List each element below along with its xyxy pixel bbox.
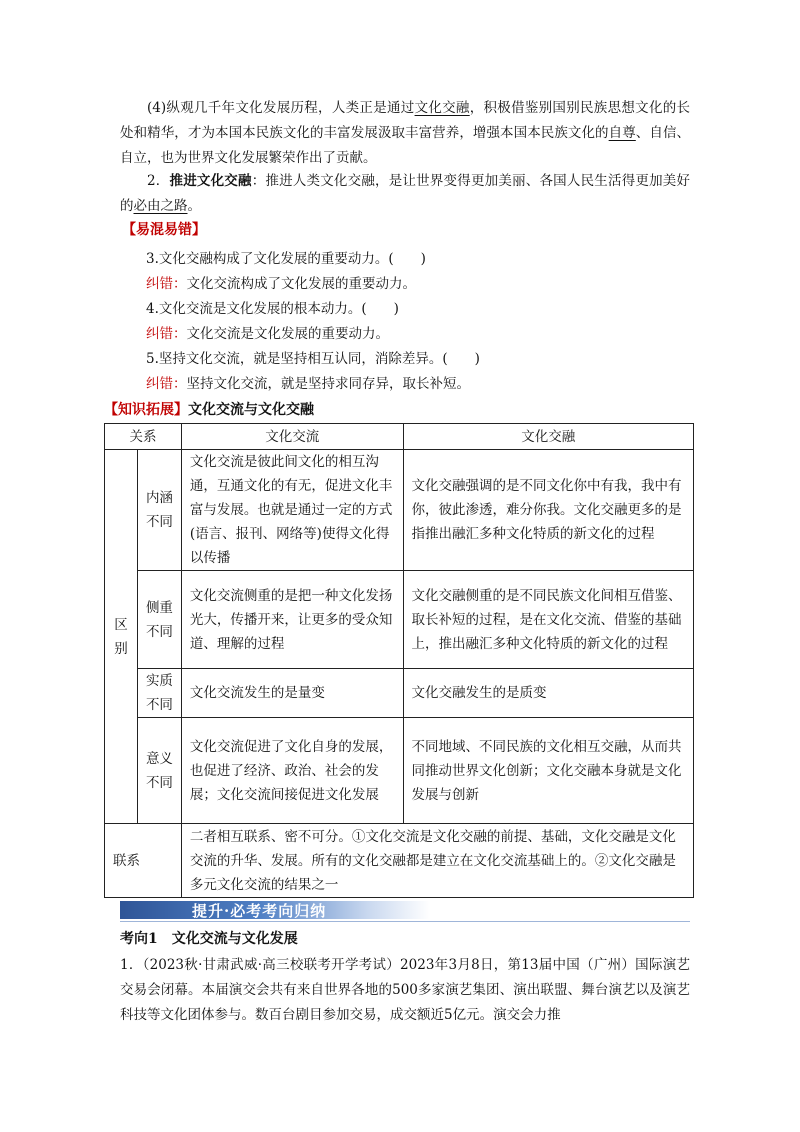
- p4-text-mid: ，积极借鉴别国别民族思想文化的长处和精华，才为本国本民族文化的丰富发展汲取丰富营养，增强本国本民族文化的: [120, 100, 691, 141]
- mistake-correction-4: [146, 322, 389, 342]
- table-row: [105, 450, 694, 571]
- banner-title: 提升·必考考向归纳: [192, 902, 327, 920]
- extension-title: 文化交流与文化交融: [188, 402, 314, 418]
- fusion-cell: 文化交融侧重的是不同民族文化间相互借鉴、取长补短的过程，是在文化交流、借鉴的基础上，推出融汇多种文化特质的新文化的过程: [403, 571, 693, 669]
- p2-text-end: 。: [187, 198, 201, 214]
- row-label: 内涵不同: [137, 450, 181, 571]
- exchange-cell: 文化交流是彼此间文化的相互沟通，互通文化的有无，促进文化丰富与发展。也就是通过一定的方式(语言、报刊、网络等)使得文化得以传播: [181, 450, 403, 571]
- mistakes-title: 【易混易错】: [122, 222, 206, 238]
- p4-text-end: 、自信、自立，也为世界文化发展繁荣作出了贡献。: [120, 125, 691, 166]
- table-header-row: [105, 424, 694, 450]
- p2-number: 2．: [147, 173, 170, 189]
- row-label: 实质不同: [137, 669, 181, 718]
- mistake-question-5: 5.坚持文化交流，就是坚持相互认同，消除差异。( ): [146, 351, 480, 367]
- section-banner: [120, 899, 430, 921]
- exchange-cell: 文化交流发生的是量变: [181, 669, 403, 718]
- correction-label: 纠错：: [146, 276, 187, 292]
- p4-underline-self-respect: 自尊: [608, 125, 636, 141]
- p4-underline-culture-fusion: 文化交融: [414, 100, 470, 116]
- table-row: [105, 571, 694, 669]
- p2-text: ：推进人类文化交融，是让世界变得更加美丽、各国人民生活得更加美好的: [120, 173, 691, 214]
- mistake-correction-3: [146, 272, 416, 292]
- fusion-cell: 文化交融强调的是不同文化你中有我，我中有你，彼此渗透，难分你我。文化交融更多的是指推出融汇多种文化特质的新文化的过程: [403, 450, 693, 571]
- exchange-cell: 文化交流侧重的是把一种文化发扬光大，传播开来，让更多的受众知道、理解的过程: [181, 571, 403, 669]
- link-cell: 二者相互联系、密不可分。①文化交流是文化交融的前提、基础，文化交融是文化交流的升华、发展。所有的文化交融都是建立在文化交流基础上的。②文化交融是多元文化交流的结果之一: [181, 824, 693, 898]
- header-exchange: 文化交流: [181, 424, 403, 450]
- table-row: [105, 669, 694, 718]
- comparison-table: [104, 423, 694, 898]
- header-fusion: 文化交融: [403, 424, 693, 450]
- extension-heading: [104, 399, 314, 419]
- paragraph-4: [120, 96, 690, 171]
- p2-heading: 推进文化交融: [169, 173, 252, 189]
- row-label: 侧重不同: [137, 571, 181, 669]
- exchange-cell: 文化交流促进了文化自身的发展，也促进了经济、政治、社会的发展；文化交流间接促进文化发展: [181, 718, 403, 824]
- header-relation: 关系: [105, 424, 182, 450]
- row-label: 意义不同: [137, 718, 181, 824]
- correction-label: 纠错：: [146, 326, 187, 342]
- banner-divider: [120, 921, 690, 922]
- link-label: 联系: [105, 824, 182, 898]
- mistake-correction-5: [146, 372, 470, 392]
- extension-tag: 【知识拓展】: [104, 402, 188, 418]
- difference-label: 区别: [105, 450, 138, 824]
- table-row: [105, 718, 694, 824]
- correction-label: 纠错：: [146, 376, 187, 392]
- table-row-link: [105, 824, 694, 898]
- p2-underline-only-path: 必由之路: [133, 198, 188, 214]
- p4-text: (4)纵观几千年文化发展历程，人类正是通过: [147, 100, 415, 116]
- mistake-question-3: 3.文化交融构成了文化发展的重要动力。( ): [146, 251, 426, 267]
- mistake-question-4: 4.文化交流是文化发展的根本动力。( ): [146, 301, 399, 317]
- question-1: 1．（2023秋·甘肃武威·高三校联考开学考试）2023年3月8日，第13届中国（广州）国际演艺交易会闭幕。本届演交会共有来自世界各地的500多家演艺集团、演出联盟、舞台演艺以及演艺科技等文化团体参与。数百台剧目参加交易，成交额近5亿元。演交会力推: [120, 957, 690, 1023]
- fusion-cell: 文化交融发生的是质变: [403, 669, 693, 718]
- paragraph-2: [120, 169, 690, 219]
- correction-text: 文化交流构成了文化发展的重要动力。: [186, 276, 416, 292]
- fusion-cell: 不同地域、不同民族的文化相互交融，从而共同推动世界文化创新；文化交融本身就是文化发展与创新: [403, 718, 693, 824]
- correction-text: 坚持文化交流，就是坚持求同存异，取长补短。: [186, 376, 470, 392]
- section-heading: 考向1 文化交流与文化发展: [120, 931, 298, 947]
- correction-text: 文化交流是文化发展的重要动力。: [186, 326, 389, 342]
